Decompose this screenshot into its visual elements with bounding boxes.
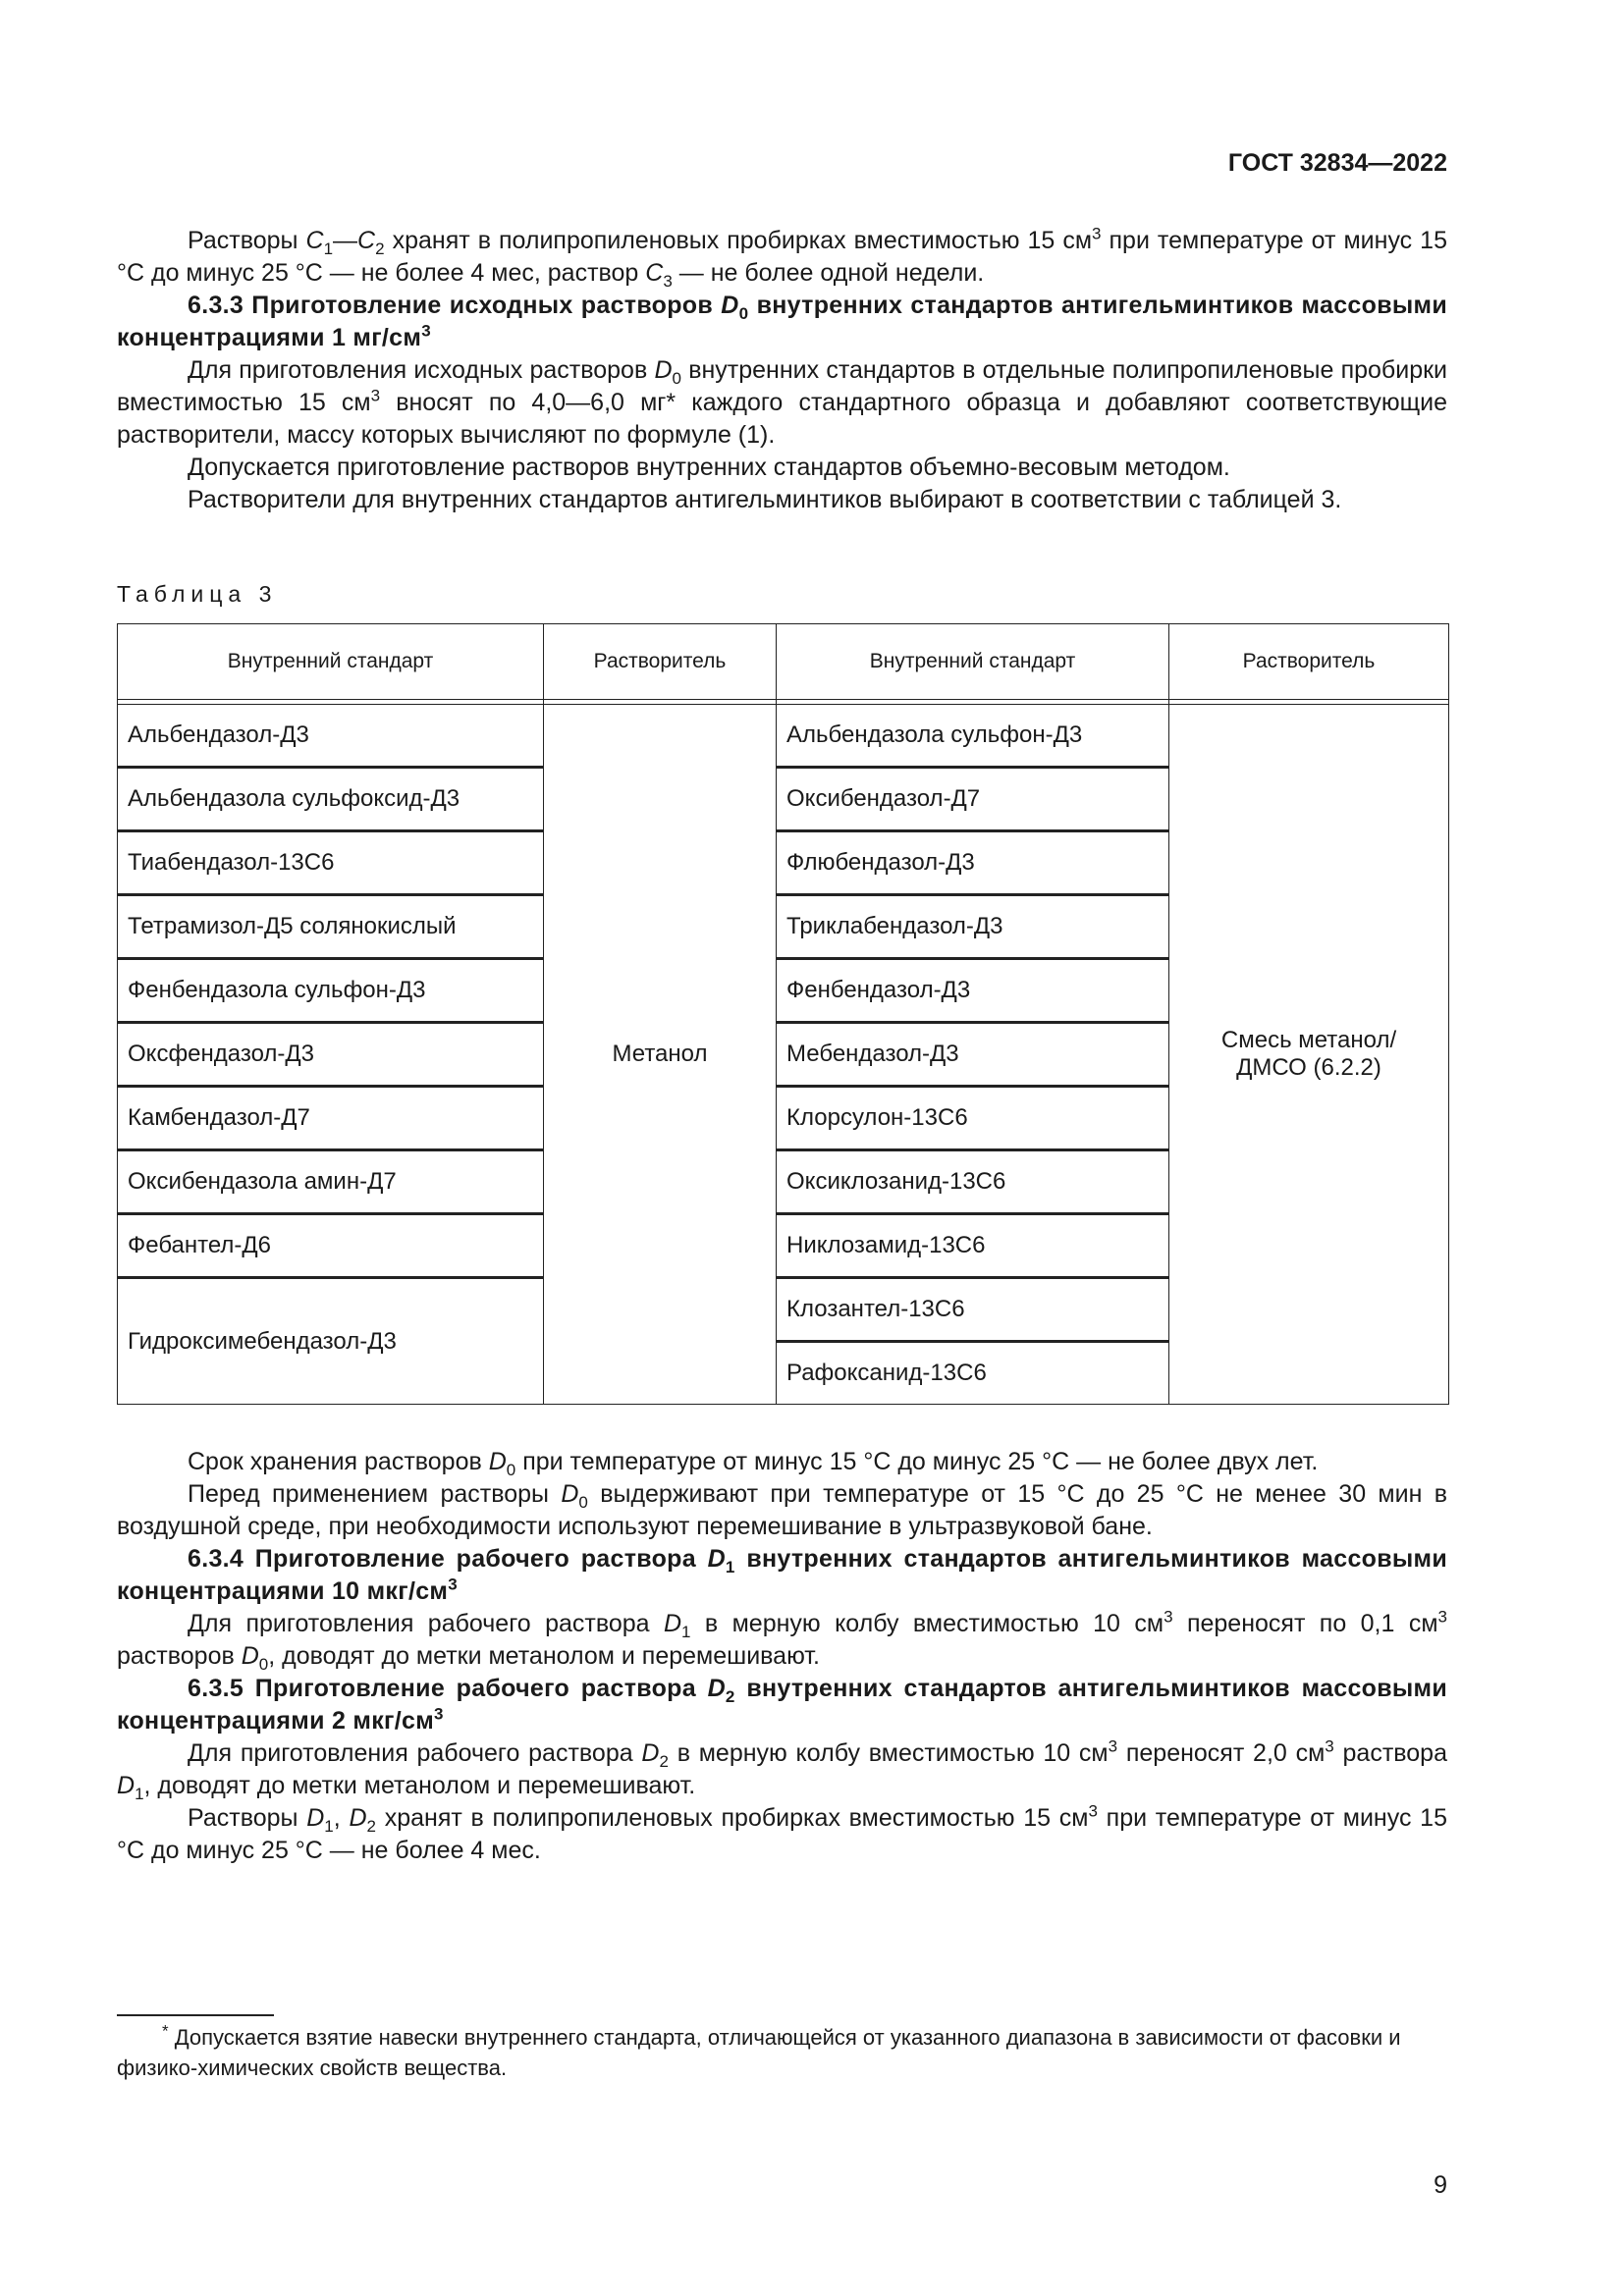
- body-text-top: [117, 225, 1447, 516]
- table-cell: Альбендазол-Д3: [118, 705, 544, 768]
- paragraph-d1-prep: Для приготовления рабочего раствора $D_1$ в мерную колбу вместимостью 10 $см^3$ переносят по 0,1 $см^3$ растворов $D_0$, доводят до метки метанолом и перемешивают.: [117, 1607, 1447, 1674]
- table-cell: Оксфендазол-Д3: [118, 1023, 544, 1087]
- solvent-methanol: Метанол: [544, 705, 777, 1405]
- header-internal-standard: Внутренний стандарт: [777, 624, 1169, 700]
- table-cell: Фенбендазола сульфон-Д3: [118, 959, 544, 1023]
- table-cell: Фенбендазол-Д3: [777, 959, 1169, 1023]
- table-caption: Таблица 3: [117, 581, 278, 607]
- table-cell: Флюбендазол-Д3: [777, 831, 1169, 895]
- table-cell: Тетрамизол-Д5 солянокислый: [118, 895, 544, 959]
- table-cell: Рафоксанид-13С6: [777, 1342, 1169, 1405]
- heading-6-3-5: 6.3.5 Приготовление рабочего раствора $D_2$ внутренних стандартов антигельминтиков массовыми концентрациями 2 мкг/$см^3$: [117, 1675, 1447, 1735]
- header-solvent: Растворитель: [544, 624, 777, 700]
- paragraph-storage-c: Растворы $C_1—C_2$ хранят в полипропиленовых пробирках вместимостью 15 $см^3$ при температуре от минус 15 °С до минус 25 °С — не более 4 мес, раствор $C_3$ — не более одной недели.: [117, 224, 1447, 291]
- table-cell: Оксиклозанид-13С6: [777, 1150, 1169, 1214]
- standard-number: ГОСТ 32834—2022: [1227, 149, 1447, 177]
- paragraph-d2-prep: Для приготовления рабочего раствора $D_2$ в мерную колбу вместимостью 10 $см^3$ переносят 2,0 $см^3$ раствора $D_1$, доводят до метки метанолом и перемешивают.: [117, 1736, 1447, 1803]
- table-cell: Фебантел-Д6: [118, 1214, 544, 1278]
- paragraph-d0-prep: Для приготовления исходных растворов $D_0$ внутренних стандартов в отдельные полипропиленовые пробирки вместимостью 15 $см^3$ вносят по 4,0—6,0 мг* каждого стандартного образца и добавляют соответствующие растворители, массу которых вычисляют по формуле (1).: [117, 356, 1448, 449]
- footnote: * Допускается взятие навески внутреннего стандарта, отличающейся от указанного диапазона в зависимости от фасовки и физико-химических свойств вещества.: [117, 2021, 1401, 2080]
- table-cell: Мебендазол-Д3: [777, 1023, 1169, 1087]
- paragraph-volume-method: Допускается приготовление растворов внутренних стандартов объемно-весовым методом.: [188, 454, 1230, 481]
- table-cell: Альбендазола сульфон-Д3: [777, 705, 1169, 768]
- table-cell: Гидроксимебендазол-Д3: [118, 1278, 544, 1405]
- header-internal-standard: Внутренний стандарт: [118, 624, 544, 700]
- table-cell: Клозантел-13С6: [777, 1278, 1169, 1342]
- table-cell: Тиабендазол-13С6: [118, 831, 544, 895]
- solvent-mixture: Смесь метанол/ ДМСО (6.2.2): [1169, 705, 1449, 1405]
- heading-6-3-3: 6.3.3 Приготовление исходных растворов $D_0$ внутренних стандартов антигельминтиков массовыми концентрациями 1 $мг/см^3$: [117, 292, 1447, 351]
- heading-6-3-4: 6.3.4 Приготовление рабочего раствора $D_1$ внутренних стандартов антигельминтиков массовыми концентрациями 10 мкг/$см^3$: [117, 1545, 1447, 1605]
- table-cell: Никлозамид-13С6: [777, 1214, 1169, 1278]
- body-text-bottom: [117, 1446, 1447, 1867]
- paragraph-d0-before-use: Перед применением растворы $D_0$ выдерживают при температуре от 15 °С до 25 °С не менее 30 мин в воздушной среде, при необходимости используют перемешивание в ультразвуковой бане.: [117, 1480, 1447, 1540]
- table-cell: Триклабендазол-Д3: [777, 895, 1169, 959]
- header-solvent: Растворитель: [1169, 624, 1449, 700]
- table-cell: Альбендазола сульфоксид-Д3: [118, 768, 544, 831]
- table-cell: Оксибендазол-Д7: [777, 768, 1169, 831]
- footnote-divider: [117, 2014, 274, 2016]
- paragraph-solvents: Растворители для внутренних стандартов антигельминтиков выбирают в соответствии с таблицей 3.: [188, 486, 1342, 513]
- page-number: 9: [1434, 2171, 1447, 2199]
- table-cell: Клорсулон-13С6: [777, 1087, 1169, 1150]
- paragraph-d0-storage: Срок хранения растворов $D_0$ при температуре от минус 15 °С до минус 25 °С — не более двух лет.: [188, 1448, 1319, 1479]
- table-cell: Оксибендазола амин-Д7: [118, 1150, 544, 1214]
- table-cell: Камбендазол-Д7: [118, 1087, 544, 1150]
- paragraph-d1-d2-storage: Растворы $D_1$, $D_2$ хранят в полипропиленовых пробирках вместимостью 15 $см^3$ при температуре от минус 15 °С до минус 25 °С — не более 4 мес.: [117, 1801, 1447, 1864]
- table-3: [117, 623, 1449, 1405]
